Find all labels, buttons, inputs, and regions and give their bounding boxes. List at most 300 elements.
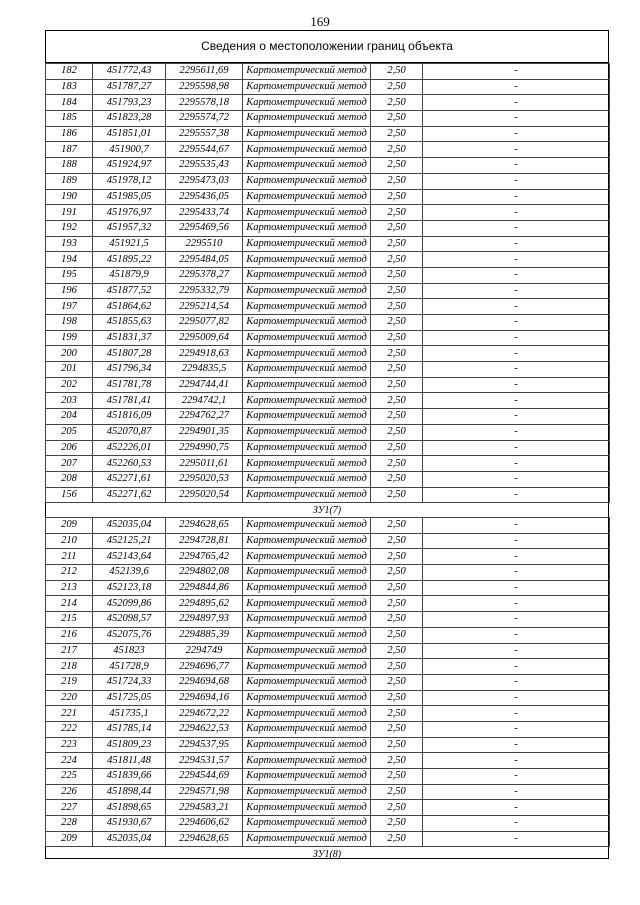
page-number: 169 [310,14,330,29]
point-number: 218 [46,659,93,675]
coordinate-x: 451796,34 [93,362,166,378]
accuracy-cell: 2,50 [371,393,423,409]
table-row [46,346,610,362]
table-row [46,111,610,127]
accuracy-cell: 2,50 [371,549,423,565]
table-row [46,784,610,800]
coordinate-x: 451735,1 [93,706,166,722]
point-number: 222 [46,721,93,737]
accuracy-cell: 2,50 [371,205,423,221]
coordinate-x: 451851,01 [93,126,166,142]
coordinate-x: 451831,37 [93,330,166,346]
coordinate-y: 2295469,56 [166,220,243,236]
method-cell: Картометрический метод [243,721,371,737]
accuracy-cell: 2,50 [371,440,423,456]
accuracy-cell: 2,50 [371,424,423,440]
method-cell: Картометрический метод [243,220,371,236]
point-number: 198 [46,315,93,331]
coordinate-y: 2294918,63 [166,346,243,362]
table-row [46,362,610,378]
coordinate-x: 451811,48 [93,753,166,769]
table-row [46,549,610,565]
point-number: 189 [46,173,93,189]
point-number: 193 [46,236,93,252]
coordinate-y: 2294544,69 [166,769,243,785]
coordinate-x: 451877,52 [93,283,166,299]
point-number: 206 [46,440,93,456]
description-cell: - [423,424,610,440]
description-cell: - [423,142,610,158]
table-row [46,456,610,472]
method-cell: Картометрический метод [243,816,371,832]
coordinate-x: 451724,33 [93,674,166,690]
accuracy-cell: 2,50 [371,111,423,127]
table-row [46,393,610,409]
table-row [46,471,610,487]
method-cell: Картометрический метод [243,784,371,800]
method-cell: Картометрический метод [243,831,371,847]
coordinate-x: 451978,12 [93,173,166,189]
table-row [46,142,610,158]
coordinate-x: 451976,97 [93,205,166,221]
description-cell: - [423,706,610,722]
method-cell: Картометрический метод [243,659,371,675]
accuracy-cell: 2,50 [371,831,423,847]
method-cell: Картометрический метод [243,800,371,816]
description-cell: - [423,189,610,205]
coordinate-x: 451898,44 [93,784,166,800]
description-cell: - [423,659,610,675]
description-cell: - [423,549,610,565]
table-row [46,205,610,221]
accuracy-cell: 2,50 [371,612,423,628]
coordinate-x: 452143,64 [93,549,166,565]
method-cell: Картометрический метод [243,674,371,690]
accuracy-cell: 2,50 [371,533,423,549]
accuracy-cell: 2,50 [371,596,423,612]
coordinate-x: 451772,43 [93,64,166,80]
point-number: 227 [46,800,93,816]
point-number: 194 [46,252,93,268]
point-number: 205 [46,424,93,440]
point-number: 209 [46,831,93,847]
accuracy-cell: 2,50 [371,362,423,378]
table-row [46,79,610,95]
description-cell: - [423,721,610,737]
description-cell: - [423,267,610,283]
table-row [46,424,610,440]
description-cell: - [423,409,610,425]
description-cell: - [423,612,610,628]
coordinate-x: 452123,18 [93,580,166,596]
method-cell: Картометрический метод [243,283,371,299]
coordinate-x: 452271,62 [93,487,166,503]
table-row [46,330,610,346]
method-cell: Картометрический метод [243,580,371,596]
coordinate-y: 2294531,57 [166,753,243,769]
coordinate-y: 2294844,86 [166,580,243,596]
table-row [46,377,610,393]
coordinate-y: 2294606,62 [166,816,243,832]
coordinate-x: 451921,5 [93,236,166,252]
accuracy-cell: 2,50 [371,580,423,596]
table-row [46,158,610,174]
coordinate-y: 2295214,54 [166,299,243,315]
method-cell: Картометрический метод [243,64,371,80]
table-row [46,518,610,534]
point-number: 212 [46,565,93,581]
description-cell: - [423,456,610,472]
coordinate-x: 451985,05 [93,189,166,205]
description-cell: - [423,377,610,393]
accuracy-cell: 2,50 [371,220,423,236]
coordinate-x: 451900,7 [93,142,166,158]
coordinate-x: 451728,9 [93,659,166,675]
point-number: 191 [46,205,93,221]
method-cell: Картометрический метод [243,706,371,722]
method-cell: Картометрический метод [243,173,371,189]
accuracy-cell: 2,50 [371,189,423,205]
table-row [46,612,610,628]
table-row [46,126,610,142]
table-row [46,659,610,675]
coordinate-x: 451816,09 [93,409,166,425]
coordinate-y: 2294762,27 [166,409,243,425]
point-number: 187 [46,142,93,158]
table-row [46,409,610,425]
point-number: 217 [46,643,93,659]
coordinate-y: 2294672,22 [166,706,243,722]
description-cell: - [423,816,610,832]
accuracy-cell: 2,50 [371,784,423,800]
accuracy-cell: 2,50 [371,674,423,690]
coordinate-x: 452035,04 [93,518,166,534]
table-row [46,565,610,581]
table-row [46,533,610,549]
method-cell: Картометрический метод [243,471,371,487]
coordinate-y: 2294835,5 [166,362,243,378]
table-row [46,173,610,189]
coordinate-x: 452226,01 [93,440,166,456]
coordinate-y: 2295020,53 [166,471,243,487]
point-number: 203 [46,393,93,409]
description-cell: - [423,784,610,800]
description-cell: - [423,580,610,596]
method-cell: Картометрический метод [243,111,371,127]
method-cell: Картометрический метод [243,769,371,785]
table-row [46,64,610,80]
table-row [46,267,610,283]
accuracy-cell: 2,50 [371,252,423,268]
coordinate-y: 2295020,54 [166,487,243,503]
point-number: 183 [46,79,93,95]
coordinate-y: 2294628,65 [166,831,243,847]
description-cell: - [423,252,610,268]
coordinate-x: 452098,57 [93,612,166,628]
description-cell: - [423,471,610,487]
accuracy-cell: 2,50 [371,456,423,472]
table-row [46,706,610,722]
table-row [46,283,610,299]
description-cell: - [423,111,610,127]
point-number: 224 [46,753,93,769]
description-cell: - [423,158,610,174]
point-number: 184 [46,95,93,111]
coordinate-x: 451864,62 [93,299,166,315]
accuracy-cell: 2,50 [371,283,423,299]
description-cell: - [423,769,610,785]
coordinate-y: 2295574,72 [166,111,243,127]
point-number: 199 [46,330,93,346]
table-title: Сведения о местоположении границ объекта [45,30,609,63]
method-cell: Картометрический метод [243,643,371,659]
method-cell: Картометрический метод [243,393,371,409]
coordinate-x: 451855,63 [93,315,166,331]
coordinate-y: 2295473,03 [166,173,243,189]
table-row [46,440,610,456]
coordinate-y: 2295611,69 [166,64,243,80]
description-cell: - [423,565,610,581]
method-cell: Картометрический метод [243,189,371,205]
coordinate-y: 2294895,62 [166,596,243,612]
table-row [46,769,610,785]
table-row [46,580,610,596]
coordinate-y: 2295510 [166,236,243,252]
point-number: 201 [46,362,93,378]
accuracy-cell: 2,50 [371,126,423,142]
coordinate-x: 451924,97 [93,158,166,174]
coordinate-y: 2294744,41 [166,377,243,393]
point-number: 214 [46,596,93,612]
method-cell: Картометрический метод [243,549,371,565]
point-number: 223 [46,737,93,753]
method-cell: Картометрический метод [243,252,371,268]
section-label: ЗУ1(7) [312,505,342,516]
coordinate-x: 451787,27 [93,79,166,95]
description-cell: - [423,800,610,816]
coordinate-y: 2294897,93 [166,612,243,628]
point-number: 226 [46,784,93,800]
table-row [46,721,610,737]
coordinate-y: 2295011,61 [166,456,243,472]
accuracy-cell: 2,50 [371,79,423,95]
accuracy-cell: 2,50 [371,267,423,283]
point-number: 204 [46,409,93,425]
method-cell: Картометрический метод [243,236,371,252]
description-cell: - [423,315,610,331]
accuracy-cell: 2,50 [371,800,423,816]
accuracy-cell: 2,50 [371,330,423,346]
coordinate-y: 2295436,05 [166,189,243,205]
accuracy-cell: 2,50 [371,627,423,643]
method-cell: Картометрический метод [243,753,371,769]
method-cell: Картометрический метод [243,737,371,753]
accuracy-cell: 2,50 [371,158,423,174]
coordinate-x: 451839,66 [93,769,166,785]
coordinate-y: 2294694,68 [166,674,243,690]
table-row [46,737,610,753]
description-cell: - [423,299,610,315]
coordinate-x: 452125,21 [93,533,166,549]
boundary-table-2 [45,517,610,847]
coordinate-x: 452070,87 [93,424,166,440]
coordinate-x: 451879,9 [93,267,166,283]
point-number: 228 [46,816,93,832]
accuracy-cell: 2,50 [371,142,423,158]
method-cell: Картометрический метод [243,565,371,581]
point-number: 190 [46,189,93,205]
accuracy-cell: 2,50 [371,236,423,252]
point-number: 185 [46,111,93,127]
point-number: 225 [46,769,93,785]
table-row [46,220,610,236]
coordinate-x: 451807,28 [93,346,166,362]
description-cell: - [423,487,610,503]
coordinate-x: 451930,67 [93,816,166,832]
coordinate-y: 2295535,43 [166,158,243,174]
accuracy-cell: 2,50 [371,816,423,832]
point-number: 192 [46,220,93,236]
coordinate-x: 451898,65 [93,800,166,816]
method-cell: Картометрический метод [243,158,371,174]
method-cell: Картометрический метод [243,126,371,142]
coordinate-y: 2295484,05 [166,252,243,268]
description-cell: - [423,393,610,409]
coordinate-x: 451793,23 [93,95,166,111]
coordinate-y: 2294537,95 [166,737,243,753]
point-number: 207 [46,456,93,472]
coordinate-y: 2295598,98 [166,79,243,95]
accuracy-cell: 2,50 [371,753,423,769]
method-cell: Картометрический метод [243,627,371,643]
coordinate-y: 2294990,75 [166,440,243,456]
table-row [46,643,610,659]
coordinate-x: 452075,76 [93,627,166,643]
point-number: 156 [46,487,93,503]
method-cell: Картометрический метод [243,690,371,706]
description-cell: - [423,440,610,456]
table-row [46,627,610,643]
method-cell: Картометрический метод [243,456,371,472]
accuracy-cell: 2,50 [371,769,423,785]
accuracy-cell: 2,50 [371,471,423,487]
method-cell: Картометрический метод [243,205,371,221]
table-row [46,690,610,706]
coordinate-y: 2294571,98 [166,784,243,800]
method-cell: Картометрический метод [243,95,371,111]
accuracy-cell: 2,50 [371,64,423,80]
description-cell: - [423,64,610,80]
method-cell: Картометрический метод [243,346,371,362]
table-row [46,596,610,612]
coordinate-y: 2294742,1 [166,393,243,409]
coordinate-y: 2295433,74 [166,205,243,221]
point-number: 202 [46,377,93,393]
accuracy-cell: 2,50 [371,409,423,425]
method-cell: Картометрический метод [243,596,371,612]
method-cell: Картометрический метод [243,440,371,456]
coordinate-x: 451809,23 [93,737,166,753]
coordinate-x: 452035,04 [93,831,166,847]
point-number: 196 [46,283,93,299]
coordinate-y: 2294694,16 [166,690,243,706]
description-cell: - [423,205,610,221]
method-cell: Картометрический метод [243,79,371,95]
description-cell: - [423,79,610,95]
coordinate-x: 451957,32 [93,220,166,236]
accuracy-cell: 2,50 [371,737,423,753]
coordinate-x: 452260,53 [93,456,166,472]
accuracy-cell: 2,50 [371,346,423,362]
method-cell: Картометрический метод [243,330,371,346]
description-cell: - [423,533,610,549]
coordinate-y: 2294583,21 [166,800,243,816]
description-cell: - [423,220,610,236]
coordinate-y: 2294901,35 [166,424,243,440]
accuracy-cell: 2,50 [371,173,423,189]
accuracy-cell: 2,50 [371,299,423,315]
method-cell: Картометрический метод [243,487,371,503]
table-row [46,487,610,503]
accuracy-cell: 2,50 [371,706,423,722]
point-number: 221 [46,706,93,722]
table-row [46,674,610,690]
method-cell: Картометрический метод [243,424,371,440]
description-cell: - [423,283,610,299]
coordinate-x: 452099,86 [93,596,166,612]
point-number: 182 [46,64,93,80]
accuracy-cell: 2,50 [371,643,423,659]
method-cell: Картометрический метод [243,142,371,158]
accuracy-cell: 2,50 [371,690,423,706]
coordinate-x: 451823,28 [93,111,166,127]
table-row [46,95,610,111]
accuracy-cell: 2,50 [371,518,423,534]
table-row [46,816,610,832]
table-row [46,753,610,769]
description-cell: - [423,674,610,690]
accuracy-cell: 2,50 [371,659,423,675]
coordinate-y: 2295578,18 [166,95,243,111]
coordinate-y: 2294622,53 [166,721,243,737]
description-cell: - [423,596,610,612]
method-cell: Картометрический метод [243,518,371,534]
point-number: 210 [46,533,93,549]
table-row [46,315,610,331]
table-row [46,800,610,816]
accuracy-cell: 2,50 [371,315,423,331]
description-cell: - [423,330,610,346]
point-number: 186 [46,126,93,142]
method-cell: Картометрический метод [243,377,371,393]
coordinate-x: 452139,6 [93,565,166,581]
coordinate-x: 451781,78 [93,377,166,393]
coordinate-y: 2294628,65 [166,518,243,534]
coordinate-x: 451781,41 [93,393,166,409]
point-number: 188 [46,158,93,174]
coordinate-y: 2295009,64 [166,330,243,346]
point-number: 216 [46,627,93,643]
method-cell: Картометрический метод [243,299,371,315]
description-cell: - [423,362,610,378]
method-cell: Картометрический метод [243,409,371,425]
table-row [46,299,610,315]
point-number: 215 [46,612,93,628]
table-row [46,831,610,847]
description-cell: - [423,173,610,189]
point-number: 219 [46,674,93,690]
point-number: 220 [46,690,93,706]
